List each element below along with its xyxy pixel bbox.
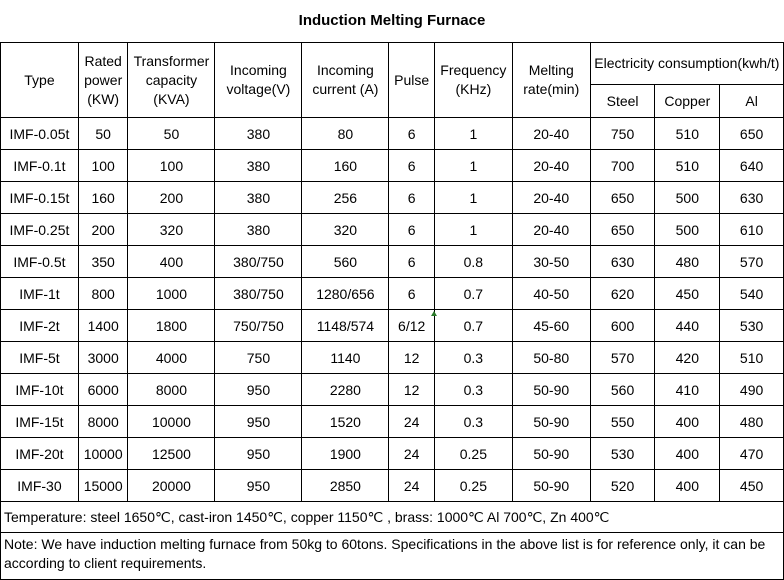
cell-incoming-current: 560 (302, 246, 389, 278)
cell-frequency: 0.3 (434, 374, 512, 406)
cell-steel: 700 (590, 150, 655, 182)
cell-rated-power: 8000 (78, 406, 128, 438)
cell-transformer-capacity: 200 (128, 182, 215, 214)
cell-type: IMF-0.5t (1, 246, 79, 278)
cell-type: IMF-5t (1, 342, 79, 374)
cell-incoming-current: 1140 (302, 342, 389, 374)
cell-type: IMF-30 (1, 470, 79, 502)
cell-copper: 510 (655, 118, 720, 150)
cell-steel: 600 (590, 310, 655, 342)
page-title: Induction Melting Furnace (298, 12, 486, 29)
cell-rated-power: 800 (78, 278, 128, 310)
cell-pulse: 24 (389, 470, 435, 502)
cell-pulse: 6 (389, 246, 435, 278)
cell-type: IMF-15t (1, 406, 79, 438)
cell-frequency: 1 (434, 182, 512, 214)
cell-transformer-capacity: 1800 (128, 310, 215, 342)
table-row (1, 470, 784, 502)
table-row (1, 214, 784, 246)
cell-incoming-voltage: 950 (215, 374, 302, 406)
cell-steel: 630 (590, 246, 655, 278)
header-steel: Steel (590, 85, 655, 118)
cell-melting-rate: 45-60 (512, 310, 590, 342)
cell-incoming-current: 1148/574 (302, 310, 389, 342)
cell-steel: 620 (590, 278, 655, 310)
header-frequency: Frequency (KHz) (434, 43, 512, 118)
cell-rated-power: 10000 (78, 438, 128, 470)
cell-al: 480 (720, 406, 784, 438)
cell-melting-rate: 50-90 (512, 406, 590, 438)
cell-melting-rate: 20-40 (512, 118, 590, 150)
cell-incoming-current: 320 (302, 214, 389, 246)
cell-marker-icon (431, 311, 437, 316)
cell-rated-power: 15000 (78, 470, 128, 502)
cell-frequency: 0.3 (434, 406, 512, 438)
cell-copper: 410 (655, 374, 720, 406)
cell-frequency: 0.7 (434, 278, 512, 310)
cell-melting-rate: 50-90 (512, 374, 590, 406)
table-row (1, 438, 784, 470)
cell-frequency: 1 (434, 214, 512, 246)
cell-steel: 650 (590, 182, 655, 214)
cell-pulse: 6 (389, 214, 435, 246)
cell-rated-power: 6000 (78, 374, 128, 406)
cell-incoming-current: 160 (302, 150, 389, 182)
cell-transformer-capacity: 8000 (128, 374, 215, 406)
cell-melting-rate: 20-40 (512, 214, 590, 246)
header-al: Al (720, 85, 784, 118)
cell-incoming-current: 2280 (302, 374, 389, 406)
temperature-note: Temperature: steel 1650℃, cast-iron 1450℃, copper 1150℃ , brass: 1000℃ Al 700℃, Zn 400℃ (1, 502, 784, 533)
header-electricity-consumption: Electricity consumption(kwh/t) (590, 43, 783, 85)
cell-copper: 500 (655, 214, 720, 246)
cell-transformer-capacity: 100 (128, 150, 215, 182)
cell-frequency: 0.3 (434, 342, 512, 374)
cell-pulse: 6 (389, 118, 435, 150)
table-row (1, 150, 784, 182)
cell-al: 640 (720, 150, 784, 182)
cell-rated-power: 50 (78, 118, 128, 150)
cell-pulse: 24 (389, 406, 435, 438)
table-row (1, 118, 784, 150)
cell-pulse: 6/12 (389, 310, 435, 342)
cell-incoming-voltage: 380/750 (215, 246, 302, 278)
cell-transformer-capacity: 400 (128, 246, 215, 278)
cell-al: 540 (720, 278, 784, 310)
cell-steel: 650 (590, 214, 655, 246)
cell-pulse: 12 (389, 374, 435, 406)
cell-pulse: 12 (389, 342, 435, 374)
cell-transformer-capacity: 4000 (128, 342, 215, 374)
table-row (1, 182, 784, 214)
cell-incoming-current: 80 (302, 118, 389, 150)
cell-frequency: 0.25 (434, 438, 512, 470)
cell-rated-power: 350 (78, 246, 128, 278)
table-row (1, 246, 784, 278)
table-row (1, 406, 784, 438)
cell-melting-rate: 50-90 (512, 438, 590, 470)
cell-type: IMF-2t (1, 310, 79, 342)
cell-melting-rate: 20-40 (512, 150, 590, 182)
cell-rated-power: 200 (78, 214, 128, 246)
cell-pulse: 6 (389, 182, 435, 214)
cell-pulse: 24 (389, 438, 435, 470)
cell-incoming-voltage: 380 (215, 214, 302, 246)
cell-type: IMF-10t (1, 374, 79, 406)
cell-incoming-current: 1280/656 (302, 278, 389, 310)
cell-copper: 400 (655, 438, 720, 470)
table-row (1, 278, 784, 310)
cell-melting-rate: 50-90 (512, 470, 590, 502)
cell-melting-rate: 40-50 (512, 278, 590, 310)
cell-copper: 400 (655, 470, 720, 502)
cell-al: 450 (720, 470, 784, 502)
cell-type: IMF-0.15t (1, 182, 79, 214)
cell-steel: 570 (590, 342, 655, 374)
spec-table (0, 42, 784, 580)
cell-incoming-voltage: 750/750 (215, 310, 302, 342)
reference-note: Note: We have induction melting furnace from 50kg to 60tons. Specifications in the above list is for reference only, it can be according to client requirements. (1, 533, 784, 580)
cell-transformer-capacity: 320 (128, 214, 215, 246)
header-type: Type (1, 43, 79, 118)
cell-incoming-voltage: 750 (215, 342, 302, 374)
table-row (1, 342, 784, 374)
cell-al: 490 (720, 374, 784, 406)
header-rated-power: Rated power (KW) (78, 43, 128, 118)
cell-al: 510 (720, 342, 784, 374)
cell-rated-power: 160 (78, 182, 128, 214)
cell-steel: 560 (590, 374, 655, 406)
header-pulse: Pulse (389, 43, 435, 118)
cell-incoming-current: 1520 (302, 406, 389, 438)
header-incoming-current: Incoming current (A) (302, 43, 389, 118)
cell-incoming-current: 1900 (302, 438, 389, 470)
cell-steel: 750 (590, 118, 655, 150)
cell-incoming-voltage: 380 (215, 182, 302, 214)
cell-copper: 500 (655, 182, 720, 214)
cell-frequency: 1 (434, 118, 512, 150)
cell-steel: 550 (590, 406, 655, 438)
header-copper: Copper (655, 85, 720, 118)
header-transformer-capacity: Transformer capacity (KVA) (128, 43, 215, 118)
cell-incoming-current: 256 (302, 182, 389, 214)
cell-type: IMF-20t (1, 438, 79, 470)
cell-type: IMF-0.05t (1, 118, 79, 150)
cell-transformer-capacity: 10000 (128, 406, 215, 438)
cell-incoming-current: 2850 (302, 470, 389, 502)
cell-al: 630 (720, 182, 784, 214)
cell-incoming-voltage: 950 (215, 406, 302, 438)
cell-al: 610 (720, 214, 784, 246)
cell-copper: 400 (655, 406, 720, 438)
cell-type: IMF-0.25t (1, 214, 79, 246)
cell-transformer-capacity: 50 (128, 118, 215, 150)
cell-copper: 480 (655, 246, 720, 278)
cell-frequency: 0.8 (434, 246, 512, 278)
cell-melting-rate: 30-50 (512, 246, 590, 278)
cell-transformer-capacity: 20000 (128, 470, 215, 502)
cell-rated-power: 1400 (78, 310, 128, 342)
cell-al: 650 (720, 118, 784, 150)
cell-copper: 450 (655, 278, 720, 310)
cell-steel: 520 (590, 470, 655, 502)
cell-transformer-capacity: 1000 (128, 278, 215, 310)
cell-frequency: 1 (434, 150, 512, 182)
table-row (1, 374, 784, 406)
cell-incoming-voltage: 950 (215, 438, 302, 470)
cell-type: IMF-1t (1, 278, 79, 310)
cell-incoming-voltage: 950 (215, 470, 302, 502)
cell-type: IMF-0.1t (1, 150, 79, 182)
cell-frequency: 0.7 (434, 310, 512, 342)
cell-copper: 440 (655, 310, 720, 342)
cell-copper: 510 (655, 150, 720, 182)
cell-melting-rate: 20-40 (512, 182, 590, 214)
header-incoming-voltage: Incoming voltage(V) (215, 43, 302, 118)
cell-steel: 530 (590, 438, 655, 470)
table-row (1, 310, 784, 342)
cell-melting-rate: 50-80 (512, 342, 590, 374)
cell-copper: 420 (655, 342, 720, 374)
cell-rated-power: 3000 (78, 342, 128, 374)
cell-pulse: 6 (389, 278, 435, 310)
table-body (1, 118, 784, 502)
cell-rated-power: 100 (78, 150, 128, 182)
cell-incoming-voltage: 380 (215, 118, 302, 150)
cell-pulse: 6 (389, 150, 435, 182)
cell-incoming-voltage: 380 (215, 150, 302, 182)
cell-al: 470 (720, 438, 784, 470)
header-melting-rate: Melting rate(min) (512, 43, 590, 118)
cell-al: 570 (720, 246, 784, 278)
cell-transformer-capacity: 12500 (128, 438, 215, 470)
cell-incoming-voltage: 380/750 (215, 278, 302, 310)
cell-frequency: 0.25 (434, 470, 512, 502)
cell-al: 530 (720, 310, 784, 342)
